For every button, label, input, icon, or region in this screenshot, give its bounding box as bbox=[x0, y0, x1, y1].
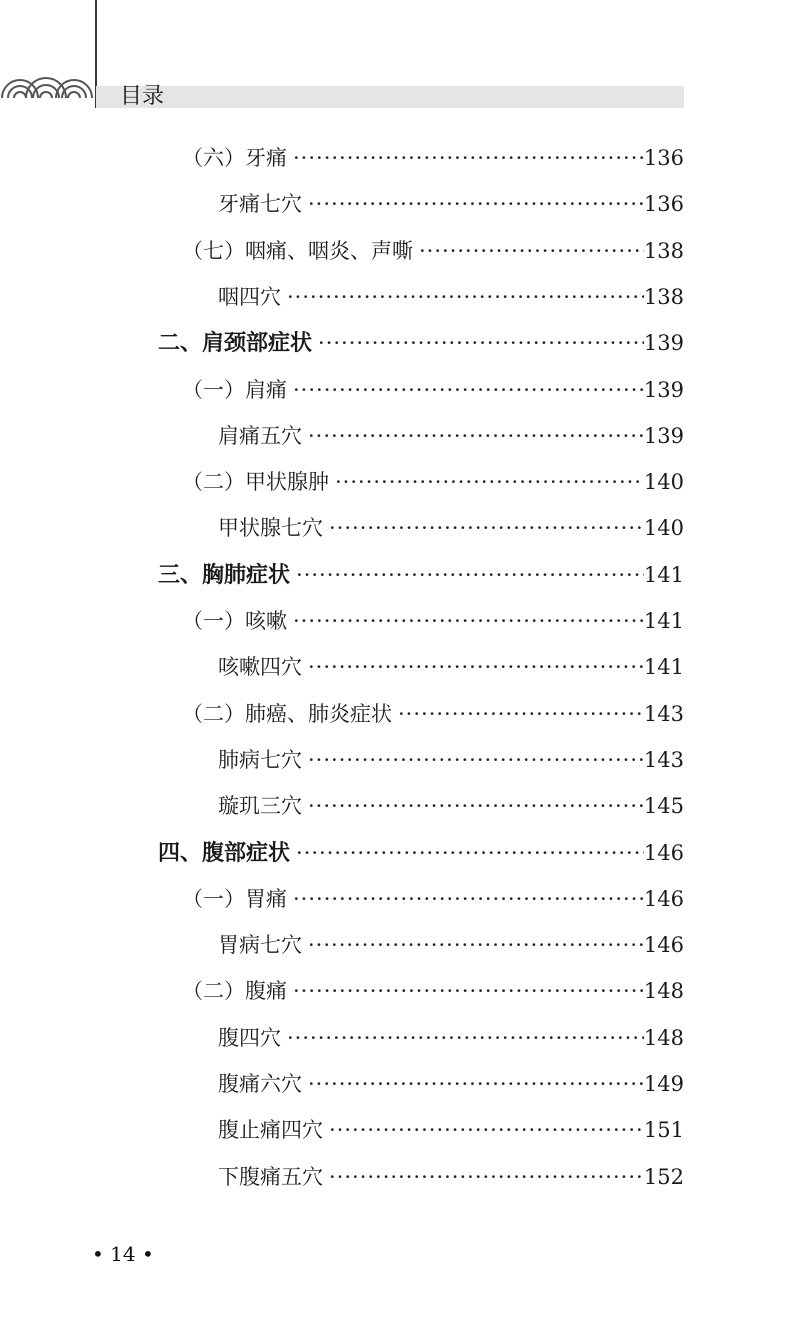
toc-entry[interactable] bbox=[182, 973, 684, 1009]
toc-leader-dots bbox=[318, 325, 644, 361]
toc-entry-title: 四、腹部症状 bbox=[158, 839, 291, 866]
toc-entry-page: 141 bbox=[643, 655, 684, 680]
toc-entry-page: 146 bbox=[643, 933, 684, 958]
toc-entry[interactable] bbox=[182, 372, 684, 408]
toc-leader-dots bbox=[293, 372, 644, 408]
toc-entry-page: 148 bbox=[643, 979, 684, 1004]
toc-entry-title: （七）咽痛、咽炎、声嘶 bbox=[182, 238, 413, 263]
toc-entry-title: （二）甲状腺肿 bbox=[182, 470, 329, 495]
toc-entry[interactable] bbox=[218, 788, 684, 824]
toc-entry-title: （一）胃痛 bbox=[182, 886, 287, 911]
toc-entry-page: 139 bbox=[643, 377, 684, 402]
toc-leader-dots bbox=[287, 1020, 644, 1056]
toc-entry-title: （六）牙痛 bbox=[182, 146, 287, 170]
toc-entry-page: 145 bbox=[643, 794, 684, 819]
toc-entry[interactable] bbox=[182, 464, 684, 500]
toc-entry[interactable] bbox=[218, 186, 684, 222]
toc-leader-dots bbox=[398, 696, 644, 732]
toc-entry-page: 140 bbox=[643, 470, 684, 495]
toc-entry-title: （一）咳嗽 bbox=[182, 609, 287, 633]
toc-entry-title: （一）肩痛 bbox=[182, 377, 287, 402]
toc-entry[interactable] bbox=[218, 1066, 684, 1102]
toc-entry-page: 136 bbox=[643, 192, 684, 217]
toc-entry-page: 139 bbox=[643, 331, 684, 356]
toc-entry[interactable] bbox=[218, 510, 684, 546]
toc-leader-dots bbox=[293, 973, 644, 1009]
toc-entry[interactable] bbox=[218, 1020, 684, 1056]
toc-entry-page: 151 bbox=[643, 1118, 684, 1143]
toc-entry[interactable] bbox=[182, 881, 684, 917]
toc-entry-title: 咽四穴 bbox=[218, 284, 281, 309]
header-bar bbox=[96, 86, 684, 108]
toc-entry[interactable] bbox=[218, 649, 684, 685]
toc-leader-dots bbox=[293, 140, 644, 176]
toc-entry[interactable] bbox=[218, 418, 684, 454]
toc-entry-title: 璇玑三穴 bbox=[218, 794, 302, 819]
toc-leader-dots bbox=[329, 510, 644, 546]
toc-leader-dots bbox=[287, 279, 644, 315]
toc-leader-dots bbox=[308, 788, 644, 824]
toc-leader-dots bbox=[329, 1159, 644, 1195]
toc-entry-title: 甲状腺七穴 bbox=[218, 516, 323, 541]
page-number: • 14 • bbox=[92, 1242, 154, 1266]
toc-entry[interactable] bbox=[158, 325, 684, 361]
toc-entry-page: 146 bbox=[643, 886, 684, 911]
toc-entry-page: 143 bbox=[643, 701, 684, 726]
toc-entry[interactable] bbox=[158, 557, 684, 593]
toc-leader-dots bbox=[308, 186, 644, 222]
toc-entry-title: （二）肺癌、肺炎症状 bbox=[182, 701, 392, 726]
toc-entry-title: 三、胸肺症状 bbox=[158, 561, 291, 588]
toc-entry-page: 138 bbox=[643, 284, 684, 309]
toc-entry-page: 143 bbox=[643, 747, 684, 772]
toc-entry[interactable] bbox=[182, 140, 684, 176]
toc-entry-title: 胃病七穴 bbox=[218, 933, 302, 958]
toc-leader-dots bbox=[335, 464, 644, 500]
toc-leader-dots bbox=[296, 835, 644, 871]
toc-entry-page: 138 bbox=[643, 238, 684, 263]
toc-entry-page: 140 bbox=[643, 516, 684, 541]
toc-leader-dots bbox=[308, 1066, 644, 1102]
page-title: 目录 bbox=[120, 84, 165, 109]
toc-leader-dots bbox=[293, 881, 644, 917]
toc-entry-title: 肺病七穴 bbox=[218, 747, 302, 772]
toc-entry[interactable] bbox=[158, 835, 684, 871]
toc-entry-title: 下腹痛五穴 bbox=[218, 1164, 323, 1189]
cloud-wave-ornament-icon bbox=[0, 40, 96, 100]
toc-entry-page: 141 bbox=[643, 609, 684, 633]
toc-entry-title: 腹四穴 bbox=[218, 1025, 281, 1050]
toc-entry-title: 二、肩颈部症状 bbox=[158, 330, 313, 357]
toc-leader-dots bbox=[419, 233, 644, 269]
toc-leader-dots bbox=[308, 927, 644, 963]
toc-entry-page: 139 bbox=[643, 423, 684, 448]
toc-entry-page: 136 bbox=[643, 146, 684, 170]
toc-entry-title: （二）腹痛 bbox=[182, 979, 287, 1004]
toc-entry[interactable] bbox=[218, 1159, 684, 1195]
toc-entry-page: 141 bbox=[643, 562, 684, 587]
toc-leader-dots bbox=[293, 603, 644, 639]
toc-leader-dots bbox=[308, 418, 644, 454]
toc-entry[interactable] bbox=[218, 927, 684, 963]
toc-entry-page: 149 bbox=[643, 1072, 684, 1096]
toc-entry[interactable] bbox=[218, 1112, 684, 1148]
toc-entry-title: 牙痛七穴 bbox=[218, 192, 302, 217]
toc-entry-page: 152 bbox=[643, 1164, 684, 1189]
toc-leader-dots bbox=[308, 742, 644, 778]
toc-entry[interactable] bbox=[182, 233, 684, 269]
toc-entry[interactable] bbox=[182, 696, 684, 732]
toc-entry[interactable] bbox=[218, 742, 684, 778]
toc-entry[interactable] bbox=[218, 279, 684, 315]
toc-entry-title: 腹止痛四穴 bbox=[218, 1118, 323, 1143]
toc-leader-dots bbox=[329, 1112, 644, 1148]
toc-leader-dots bbox=[296, 557, 644, 593]
toc-entry-page: 146 bbox=[643, 840, 684, 865]
toc-leader-dots bbox=[308, 649, 644, 685]
toc-entry-title: 咳嗽四穴 bbox=[218, 655, 302, 680]
toc-entry-title: 肩痛五穴 bbox=[218, 423, 302, 448]
toc-entry-title: 腹痛六穴 bbox=[218, 1072, 302, 1096]
toc-entry-page: 148 bbox=[643, 1025, 684, 1050]
toc-entry[interactable] bbox=[182, 603, 684, 639]
